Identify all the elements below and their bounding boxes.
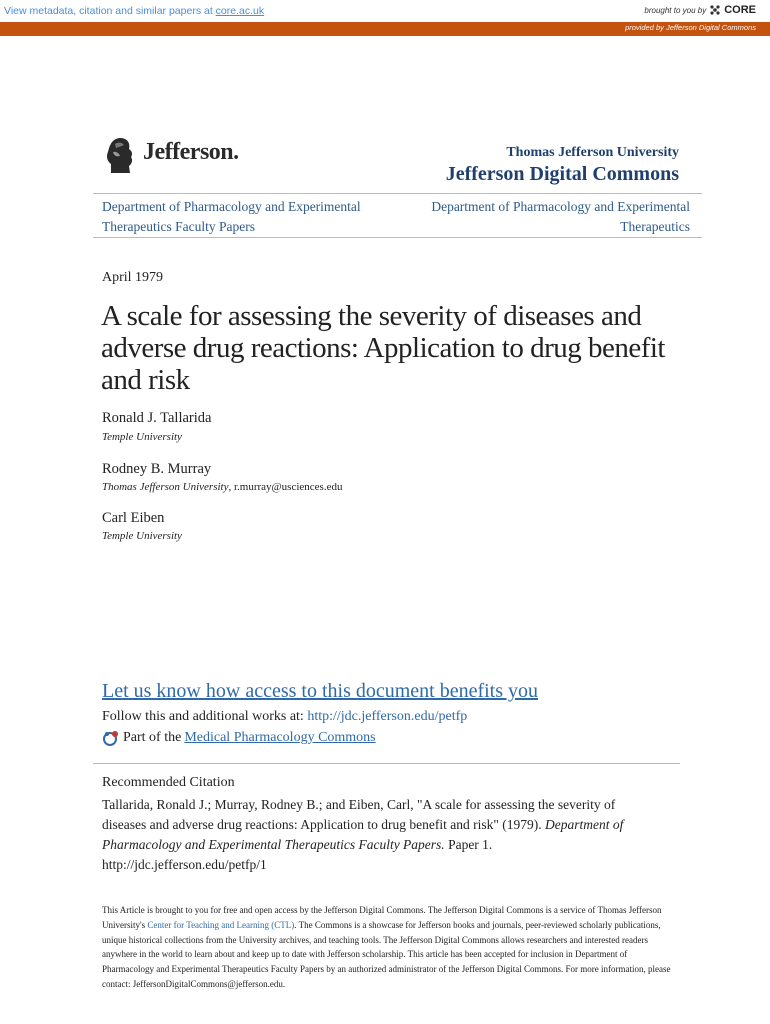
citation-journal: Department of Pharmacology and Experimental Therapeutics Faculty Papers.	[102, 817, 624, 852]
follow-url-link[interactable]: http://jdc.jefferson.edu/petfp	[307, 709, 468, 724]
header-divider-bottom	[93, 237, 702, 238]
author-email[interactable]: , r.murray@usciences.edu	[228, 481, 343, 493]
footer-notice	[102, 903, 677, 992]
footer-part2: . The Commons is a showcase for Jefferson books and journals, peer-reviewed scholarly publications, unique historical collections from the University archives, and teaching tools. The Jefferson Digital Commons allows researchers and interested readers anywhere in the world to learn about and keep up to date with Jefferson scholarship. This article has been accepted for inclusion in Department of Pharmacology and Experimental Therapeutics Faculty Papers by an authorized administrator of the Jefferson Digital Commons. For more information, please contact: JeffersonDigitalCommons@jefferson.edu.	[102, 919, 671, 989]
collection-link[interactable]: Department of Pharmacology and Experimental Therapeutics Faculty Papers	[102, 199, 361, 234]
core-metadata-text[interactable]	[4, 5, 264, 17]
author-affiliation	[102, 481, 342, 493]
citation-plain: Tallarida, Ronald J.; Murray, Rodney B.; and Eiben, Carl, "A scale for assessing the severity of diseases and adverse drug reactions: Application to drug benefit and risk" (1979).	[102, 797, 616, 832]
affiliation-text: Thomas Jefferson University	[102, 481, 229, 493]
follow-line	[102, 709, 467, 725]
author-name: Rodney B. Murray	[102, 461, 212, 477]
ctl-link[interactable]: Center for Teaching and Learning (CTL)	[147, 919, 295, 930]
footer-part1: This Article is brought to you for free and open access by the Jefferson Digital Commons. The Jefferson Digital Commons is a service of Thomas Jefferson University's	[102, 905, 662, 930]
article-title: A scale for assessing the severity of diseases and adverse drug reactions: Application to drug benefit and risk	[101, 300, 665, 396]
core-metadata-link[interactable]: core.ac.uk	[215, 5, 265, 17]
citation-paper: Paper 1.	[448, 837, 493, 852]
commons-link[interactable]: Medical Pharmacology Commons	[184, 730, 376, 745]
publication-date: April 1979	[102, 270, 164, 285]
provided-by-text[interactable]: provided by Jefferson Digital Commons	[625, 23, 756, 32]
department-link[interactable]: Department of Pharmacology and Experimental Therapeutics	[431, 199, 690, 234]
part-of-line	[102, 730, 376, 746]
core-banner	[0, 0, 770, 22]
author-name: Ronald J. Tallarida	[102, 410, 212, 426]
network-commons-icon	[102, 730, 120, 746]
core-logo-text: CORE	[724, 4, 756, 16]
university-name[interactable]: Thomas Jefferson University	[506, 145, 679, 160]
core-logo-icon	[709, 4, 721, 16]
author-affiliation	[102, 530, 182, 542]
brought-by-text: brought to you by	[644, 5, 707, 15]
header-divider-top	[93, 193, 702, 194]
core-brought-by[interactable]	[644, 4, 756, 16]
part-of-prefix: Part of the	[123, 730, 182, 745]
affiliation-text: Temple University	[102, 431, 182, 443]
citation-heading: Recommended Citation	[102, 775, 235, 790]
provided-by-strip	[0, 22, 770, 36]
follow-prefix: Follow this and additional works at:	[102, 709, 304, 724]
author-affiliation	[102, 431, 182, 443]
citation-url[interactable]: http://jdc.jefferson.edu/petfp/1	[102, 857, 267, 872]
core-metadata-prefix: View metadata, citation and similar papers at	[4, 5, 213, 17]
citation-divider	[93, 763, 680, 764]
jefferson-logo[interactable]	[103, 130, 239, 174]
citation-text	[102, 795, 662, 875]
jefferson-silhouette-icon	[103, 130, 137, 174]
author-name: Carl Eiben	[102, 510, 165, 526]
repository-name[interactable]: Jefferson Digital Commons	[445, 163, 679, 185]
affiliation-text: Temple University	[102, 530, 182, 542]
logo-text: Jefferson.	[143, 138, 239, 165]
benefits-feedback-link[interactable]: Let us know how access to this document benefits you	[102, 680, 539, 702]
